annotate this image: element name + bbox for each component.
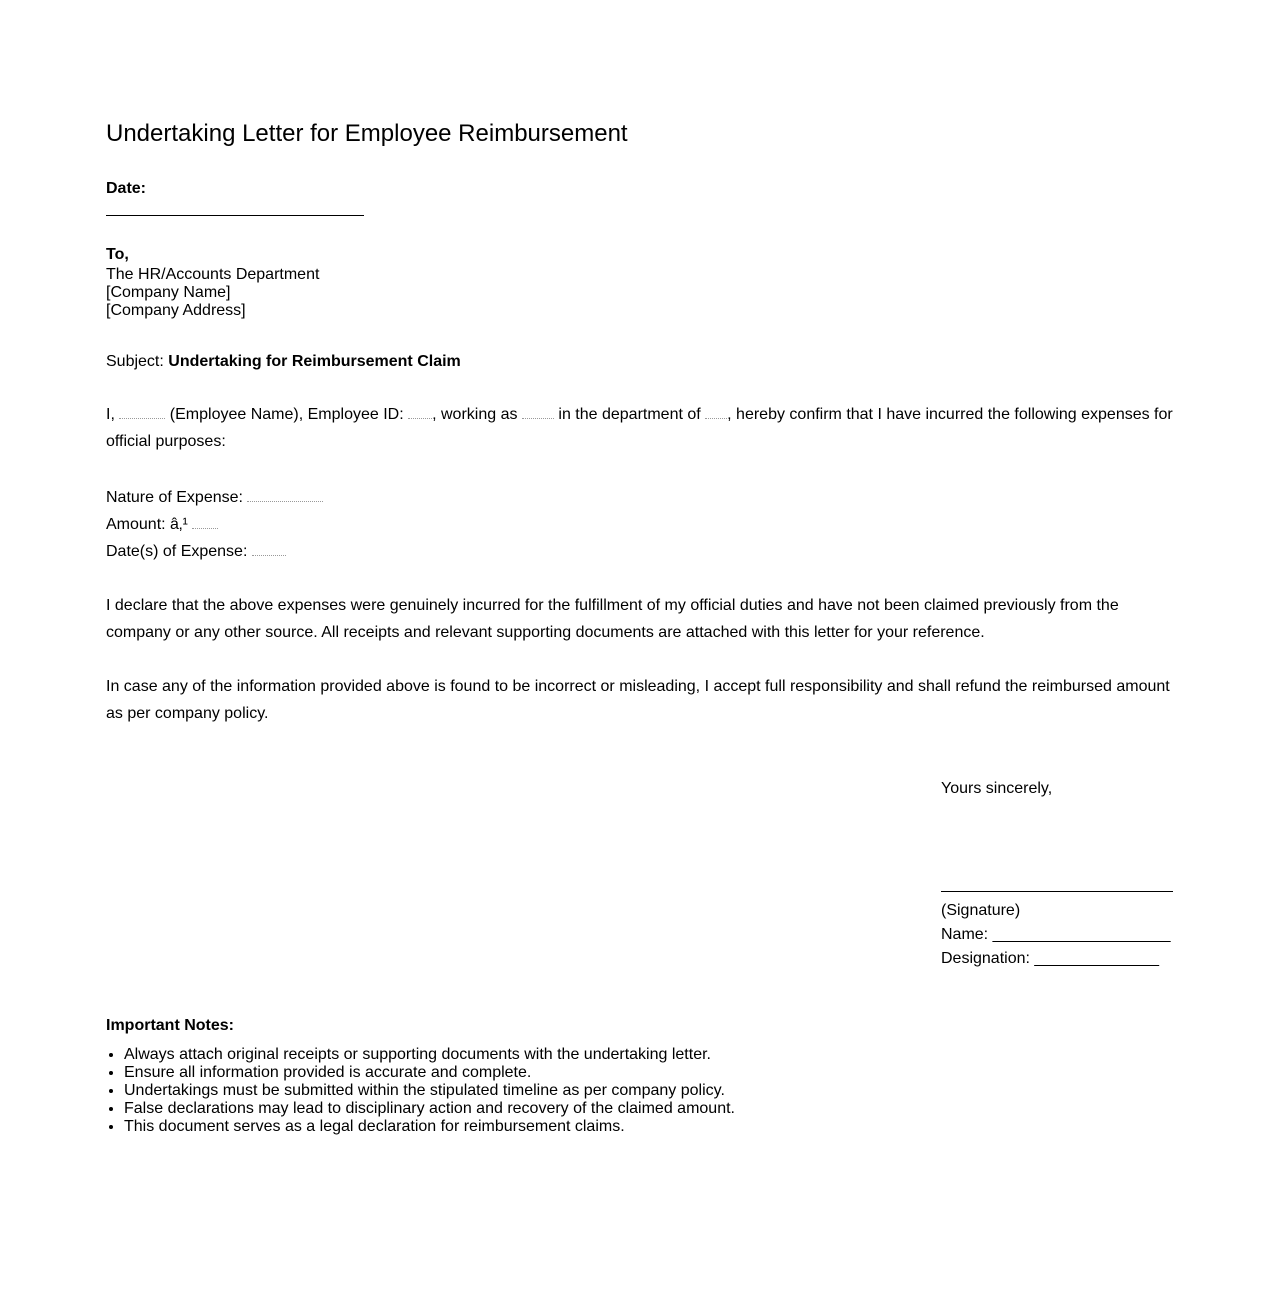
subject-line (106, 353, 461, 371)
note-item: • Ensure all information provided is accurate and complete. (124, 1064, 735, 1082)
date-label: Date: (106, 180, 147, 197)
intro-part-1: I, (106, 406, 115, 423)
department-blank (705, 404, 727, 419)
page-title: Undertaking Letter for Employee Reimbursement (106, 120, 628, 147)
recipient-to: To, (106, 246, 129, 263)
note-item: • Always attach original receipts or supporting documents with the undertaking letter. (124, 1046, 735, 1064)
expense-dates-label: Date(s) of Expense: (106, 543, 248, 560)
expense-amount-label: Amount: â‚¹ (106, 516, 188, 533)
note-item: • This document serves as a legal declaration for reimbursement claims. (124, 1118, 735, 1136)
intro-paragraph (106, 401, 1176, 455)
subject-text: Undertaking for Reimbursement Claim (168, 353, 461, 370)
employee-name-blank (119, 404, 165, 419)
expense-nature-blank (247, 487, 323, 502)
intro-part-4: in the department of (558, 406, 701, 423)
expense-amount-blank (192, 514, 218, 529)
employee-id-blank (408, 404, 432, 419)
expense-dates-blank (252, 541, 286, 556)
expense-dates-row (106, 538, 323, 565)
recipient-block (106, 246, 319, 320)
closing-salutation: Yours sincerely, (941, 780, 1053, 797)
expense-nature-row (106, 484, 323, 511)
intro-part-3: , working as (432, 406, 518, 423)
signature-block (941, 899, 1171, 971)
recipient-company-address: [Company Address] (106, 302, 246, 319)
notes-heading: Important Notes: (106, 1017, 234, 1034)
intro-part-5: , hereby confirm that I have incurred the following expenses for official purposes: (106, 406, 1173, 450)
designation-blank (522, 404, 554, 419)
note-item: • Undertakings must be submitted within the stipulated timeline as per company policy. (124, 1082, 735, 1100)
notes-list (106, 1046, 735, 1136)
expense-details (106, 484, 323, 565)
declaration-paragraph: I declare that the above expenses were genuinely incurred for the fulfillment of my official duties and have not been claimed previously from the company or any other source. All receipts and relevant supporting documents are attached with this letter for your reference. (106, 597, 1119, 641)
signature-label: (Signature) (941, 902, 1021, 919)
signatory-designation: Designation: ______________ (941, 950, 1159, 967)
expense-nature-label: Nature of Expense: (106, 489, 243, 506)
recipient-company-name: [Company Name] (106, 284, 231, 301)
subject-prefix: Subject: (106, 353, 164, 370)
date-line (106, 215, 364, 216)
refund-paragraph: In case any of the information provided above is found to be incorrect or misleading, I accept full responsibility and shall refund the reimbursed amount as per company policy. (106, 678, 1170, 722)
recipient-department: The HR/Accounts Department (106, 266, 320, 283)
intro-part-2: (Employee Name), Employee ID: (169, 406, 404, 423)
note-item: • False declarations may lead to disciplinary action and recovery of the claimed amount. (124, 1100, 735, 1118)
signatory-name: Name: ____________________ (941, 926, 1171, 943)
expense-amount-row (106, 511, 323, 538)
signature-line (941, 891, 1173, 892)
